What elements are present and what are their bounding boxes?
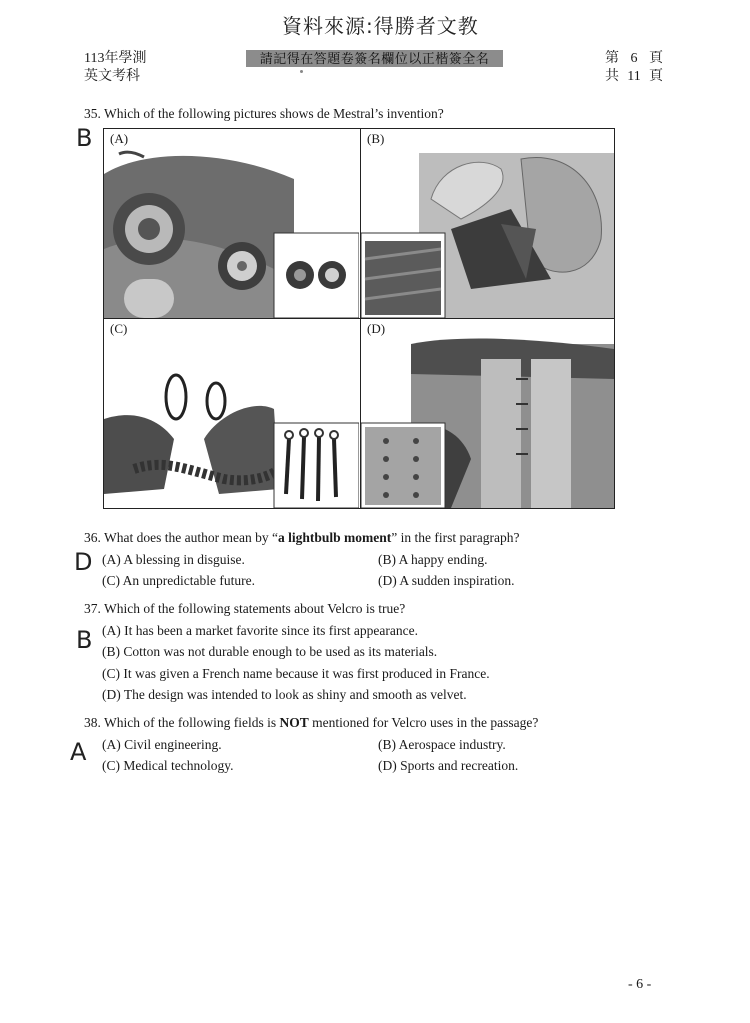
option-37-c: (C) It was given a French name because it was first produced in France. xyxy=(102,666,490,681)
option-36-d: (D) A sudden inspiration. xyxy=(378,573,515,588)
question-number: 36. xyxy=(84,530,101,545)
picture-c xyxy=(104,319,359,508)
question-stem: Which of the following statements about Velcro is true? xyxy=(104,601,406,616)
picture-d xyxy=(361,319,614,508)
option-38-c: (C) Medical technology. xyxy=(102,758,234,773)
handwritten-answer-37: B xyxy=(76,626,93,654)
question-number: 38. xyxy=(84,715,101,730)
option-36-c: (C) An unpredictable future. xyxy=(102,573,255,588)
picture-b-illustration xyxy=(361,129,614,318)
exam-info xyxy=(84,50,146,86)
option-37-a: (A) It has been a market favorite since its first appearance. xyxy=(102,623,418,638)
option-38-d: (D) Sports and recreation. xyxy=(378,758,519,773)
picture-d-illustration xyxy=(361,319,614,508)
question-stem: Which of the following pictures shows de Mestral’s invention? xyxy=(104,106,444,121)
page-number: - 6 - xyxy=(628,977,652,992)
option-37-d: (D) The design was intended to look as shiny and smooth as velvet. xyxy=(102,687,467,702)
exam-subject: 英文考科 xyxy=(84,69,140,84)
question-number: 37. xyxy=(84,601,101,616)
picture-c-illustration xyxy=(104,319,359,508)
picture-label-c: (C) xyxy=(110,321,128,336)
question-number: 35. xyxy=(84,106,101,121)
question-emphasis: NOT xyxy=(279,715,309,730)
question-35 xyxy=(84,106,444,122)
question-37 xyxy=(84,601,405,617)
signature-notice: 請記得在答題卷簽名欄位以正楷簽全名 xyxy=(246,50,503,67)
exam-year: 113年學測 xyxy=(84,51,147,66)
grid-divider-horizontal xyxy=(103,318,615,319)
total-pages-line: 共 11 頁 xyxy=(605,69,663,84)
total-pages: 11 xyxy=(627,69,641,84)
option-36-a: (A) A blessing in disguise. xyxy=(102,552,245,567)
stray-dot xyxy=(300,70,303,73)
option-37-b: (B) Cotton was not durable enough to be used as its materials. xyxy=(102,644,438,659)
picture-label-d: (D) xyxy=(367,321,386,336)
question-38: 38. Which of the following fields is NOT mentioned for Velcro uses in the passage? xyxy=(84,715,539,730)
page-info xyxy=(605,50,663,86)
source-note: 資料來源:得勝者文教 xyxy=(282,14,479,38)
picture-label-b: (B) xyxy=(367,131,385,146)
option-38-b: (B) Aerospace industry. xyxy=(378,737,506,752)
option-38-a: (A) Civil engineering. xyxy=(102,737,222,752)
question-36: 36. What does the author mean by “a lightbulb moment” in the first paragraph? xyxy=(84,530,520,545)
current-page-line: 第 6 頁 xyxy=(605,51,663,66)
picture-a-illustration xyxy=(104,129,359,318)
question-emphasis: a lightbulb moment xyxy=(277,530,392,545)
handwritten-answer-35: B xyxy=(76,124,93,152)
handwritten-answer-38: A xyxy=(70,738,87,766)
option-36-b: (B) A happy ending. xyxy=(378,552,488,567)
picture-a xyxy=(104,129,359,318)
picture-label-a: (A) xyxy=(110,131,129,146)
current-page: 6 xyxy=(630,51,638,66)
picture-b xyxy=(361,129,614,318)
handwritten-answer-36: D xyxy=(74,548,93,576)
